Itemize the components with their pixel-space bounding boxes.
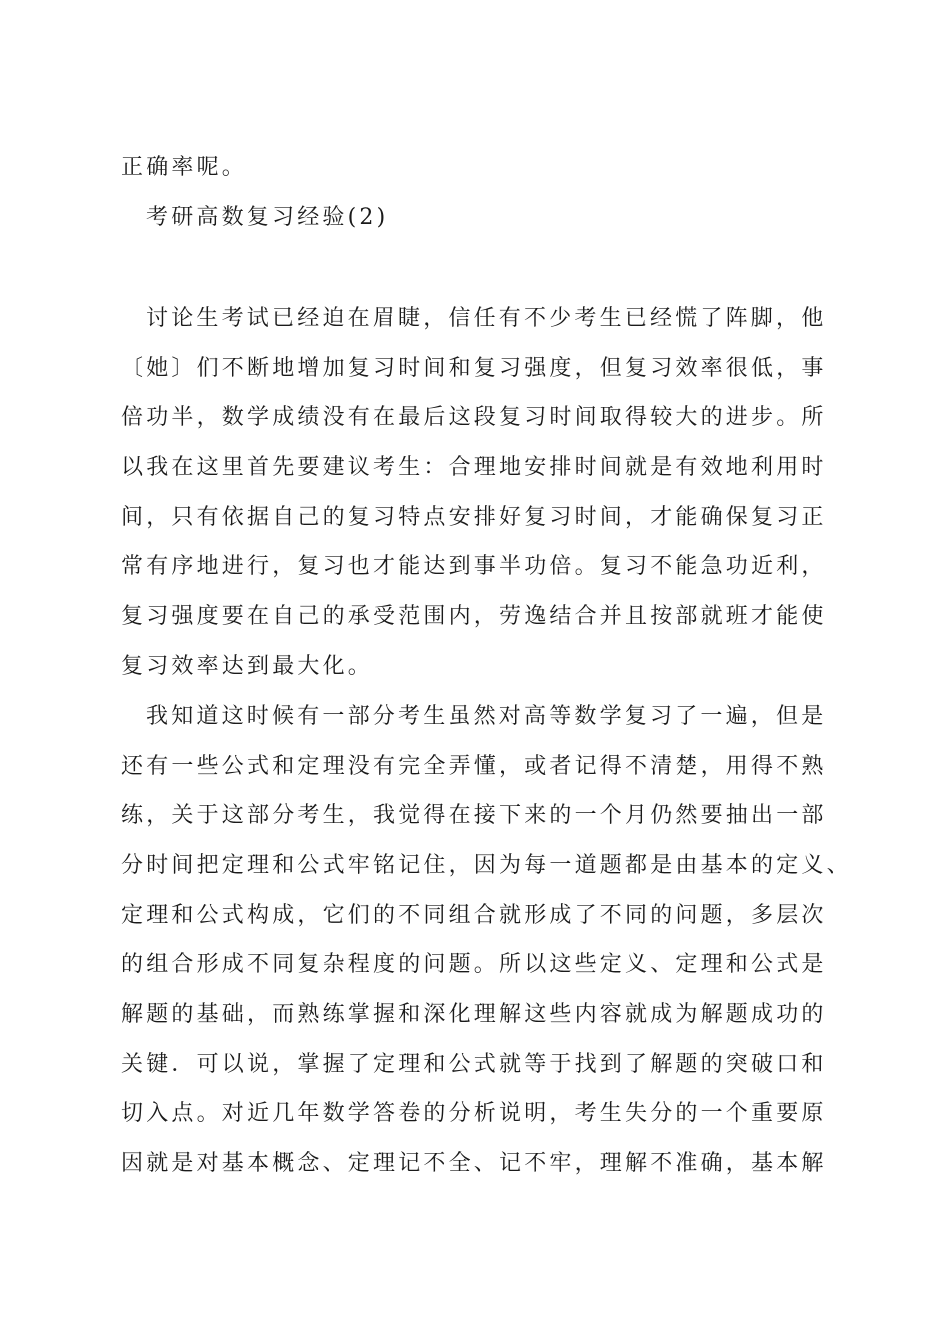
paragraph-1-line-5: 间，只有依据自己的复习特点安排好复习时间，才能确保复习正 (121, 505, 827, 530)
paragraph-1-line-4: 以我在这里首先要建议考生：合理地安排时间就是有效地利用时 (121, 455, 827, 480)
paragraph-2-line-9: 切入点。对近几年数学答卷的分析说明，考生失分的一个重要原 (121, 1101, 827, 1126)
paragraph-2-line-6: 的组合形成不同复杂程度的问题。所以这些定义、定理和公式是 (121, 952, 827, 977)
paragraph-1-line-7: 复习强度要在自己的承受范围内，劳逸结合并且按部就班才能使 (121, 604, 827, 629)
paragraph-2-line-10: 因就是对基本概念、定理记不全、记不牢，理解不准确，基本解 (121, 1151, 827, 1176)
paragraph-2-line-1: 我知道这时候有一部分考生虽然对高等数学复习了一遍，但是 (146, 704, 827, 729)
paragraph-1-line-8: 复习效率达到最大化。 (121, 654, 374, 679)
paragraph-1-line-6: 常有序地进行，复习也才能达到事半功倍。复习不能急功近利， (121, 554, 827, 579)
section-heading: 考研高数复习经验(2) (146, 205, 389, 230)
paragraph-2-line-5: 定理和公式构成，它们的不同组合就形成了不同的问题，多层次 (121, 903, 827, 928)
paragraph-2-line-2: 还有一些公式和定理没有完全弄懂，或者记得不清楚，用得不熟 (121, 754, 827, 779)
paragraph-1-line-2: 〔她〕们不断地增加复习时间和复习强度，但复习效率很低，事 (121, 356, 827, 381)
paragraph-1-line-1: 讨论生考试已经迫在眉睫，信任有不少考生已经慌了阵脚，他 (146, 306, 827, 331)
paragraph-2-line-3: 练，关于这部分考生，我觉得在接下来的一个月仍然要抽出一部 (121, 803, 827, 828)
paragraph-1-line-3: 倍功半，数学成绩没有在最后这段复习时间取得较大的进步。所 (121, 405, 827, 430)
paragraph-2-line-8: 关键．可以说，掌握了定理和公式就等于找到了解题的突破口和 (121, 1052, 827, 1077)
paragraph-2-line-4: 分时间把定理和公式牢铭记住，因为每一道题都是由基本的定义、 (121, 853, 852, 878)
text-line-continuation: 正确率呢。 (121, 155, 248, 180)
paragraph-2-line-7: 解题的基础，而熟练掌握和深化理解这些内容就成为解题成功的 (121, 1002, 827, 1027)
